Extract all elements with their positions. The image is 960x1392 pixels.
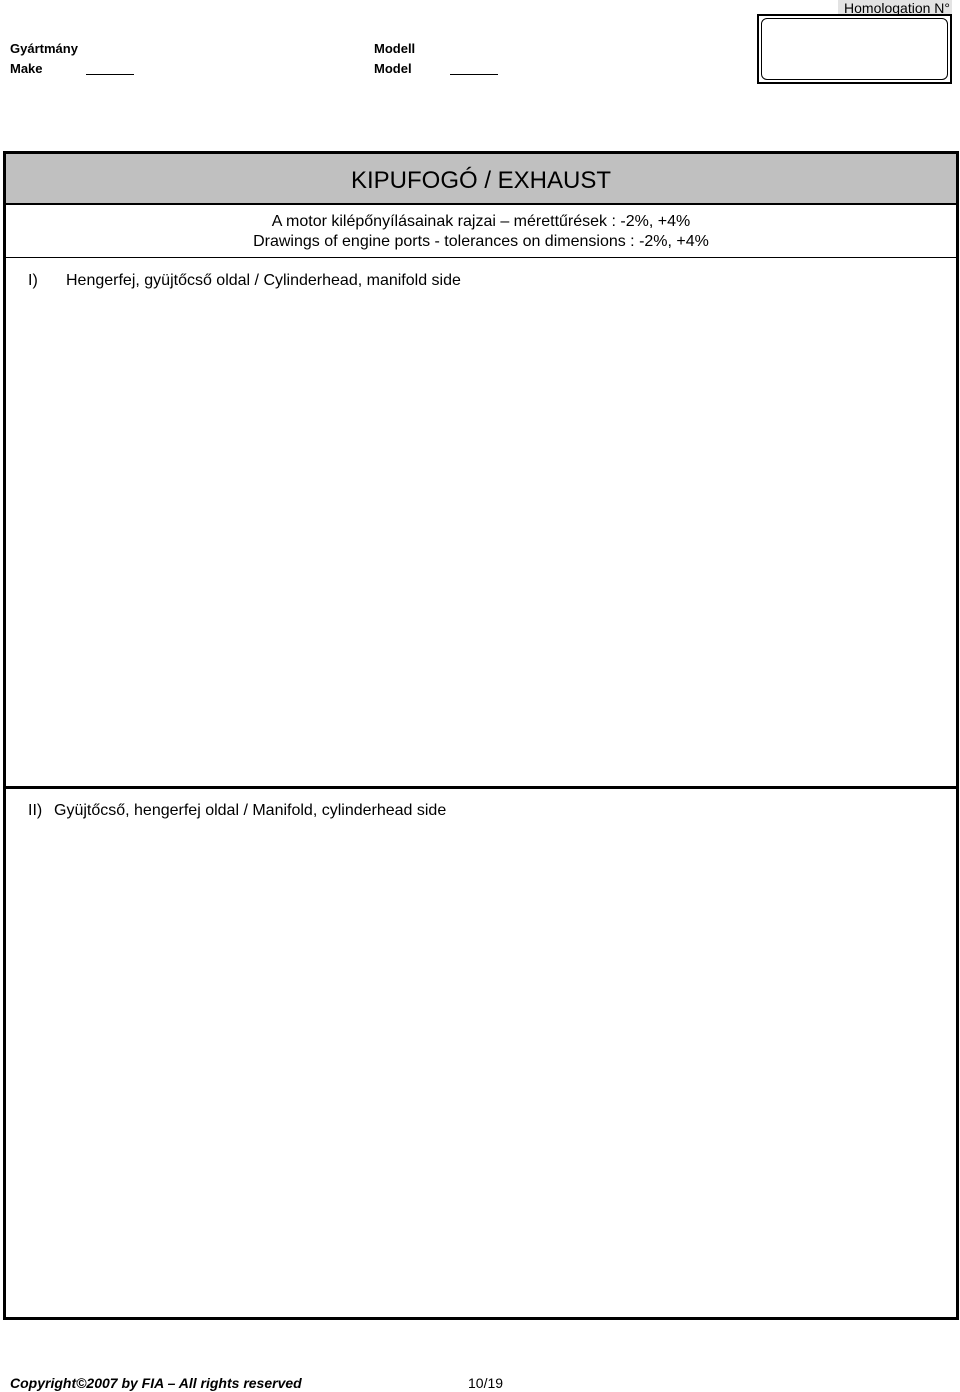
model-label-hu: Modell	[374, 41, 416, 56]
page-number: 10/19	[468, 1375, 504, 1391]
section-1-label: Hengerfej, gyüjtőcső oldal / Cylinderhead, manifold side	[66, 272, 461, 289]
section-divider	[6, 786, 956, 789]
page-title: KIPUFOGÓ / EXHAUST	[350, 166, 612, 194]
section-2-number: II)	[28, 802, 43, 819]
make-label-hu: Gyártmány	[10, 41, 78, 56]
homologation-number-label: Homologation N°	[838, 0, 952, 16]
homologation-number-box-inner	[761, 18, 948, 80]
section-2-drawing-area[interactable]	[6, 824, 956, 1316]
section-1-drawing-area[interactable]	[6, 294, 956, 784]
model-field[interactable]	[450, 74, 498, 75]
section-1-number: I)	[28, 272, 38, 289]
subtitle-hungarian: A motor kilépőnyílásainak rajzai – mérettűrések : -2%, +4%	[271, 213, 691, 230]
title-band	[6, 154, 956, 205]
make-field[interactable]	[86, 74, 134, 75]
copyright-notice: Copyright©2007 by FIA – All rights reserved	[10, 1375, 302, 1391]
make-label-en: Make	[10, 61, 43, 76]
section-2-label: Gyüjtőcső, hengerfej oldal / Manifold, cylinderhead side	[54, 802, 447, 819]
subtitle-divider	[6, 257, 956, 258]
model-label-en: Model	[374, 61, 412, 76]
subtitle-english: Drawings of engine ports - tolerances on dimensions : -2%, +4%	[253, 233, 709, 250]
